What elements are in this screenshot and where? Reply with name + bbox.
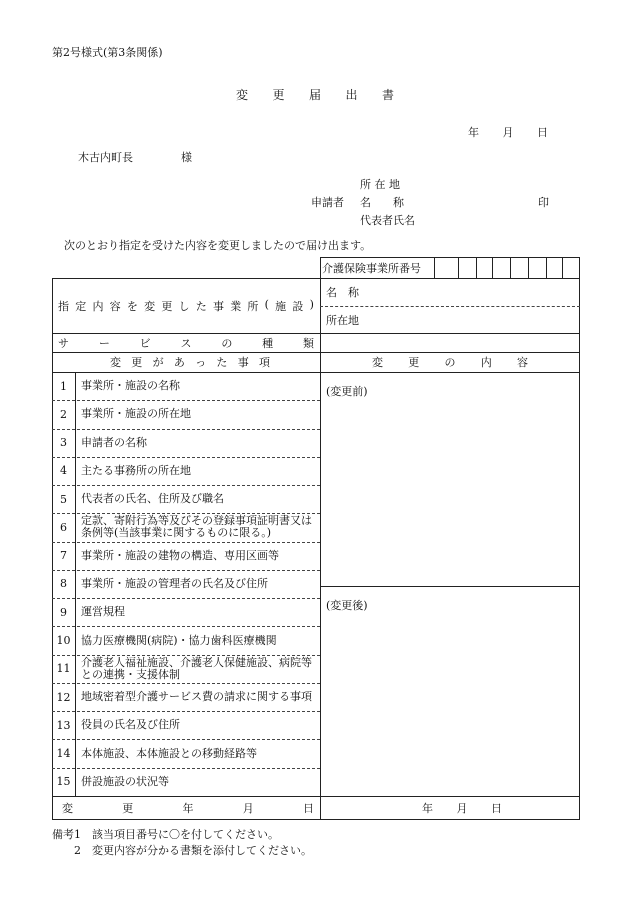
intro-text: 次のとおり指定を受けた内容を変更しましたので届け出ます。 (64, 239, 372, 252)
title-char: 変 (236, 88, 249, 102)
header-items-char: が (152, 356, 164, 369)
header-content-char: 更 (408, 356, 420, 369)
title-char: 書 (381, 88, 394, 102)
header-content-char: 変 (372, 356, 383, 369)
before-label: (変更前) (326, 385, 368, 398)
facility-label-char: 事 (212, 299, 224, 313)
item-number[interactable]: 13 (56, 718, 71, 732)
item-number[interactable]: 3 (60, 436, 67, 450)
item-label: 定款、寄附行為等及びその登録事項証明書又は条例等(当該事業に関するものに限る。) (81, 514, 312, 540)
facility-label-char: 更 (161, 299, 173, 313)
item-label: 事業所・施設の所在地 (81, 407, 191, 421)
facility-label-char: ( (264, 297, 269, 311)
item-number[interactable]: 9 (60, 605, 67, 619)
service-type-char: 類 (302, 336, 314, 350)
service-type-char: ス (180, 336, 192, 350)
note-1: 備考1 該当項目番号に〇を付してください。 (52, 828, 279, 841)
applicant-rep-label: 代表者氏名 (360, 214, 415, 227)
header-items-char: た (216, 356, 228, 369)
item-label: 介護老人福祉施設、介護老人保健施設、病院等との連携・支援体制 (81, 655, 312, 681)
header-items-char: 更 (131, 356, 143, 369)
service-type-char: 種 (262, 336, 274, 350)
applicant-label: 申請者 (311, 196, 344, 209)
item-number[interactable]: 2 (60, 407, 67, 421)
facility-label-char: 所 (247, 299, 259, 313)
header-content (372, 352, 528, 372)
item-label: 協力医療機関(病院)・協力歯科医療機関 (81, 633, 277, 647)
item-label: 地域密着型介護サービス費の請求に関する事項 (81, 690, 312, 704)
header-items (110, 352, 270, 372)
item-number[interactable]: 6 (60, 520, 67, 534)
facility-label-char: を (126, 299, 138, 313)
header-items-char: 変 (110, 356, 121, 369)
change-date-right: 年 月 日 (422, 802, 502, 815)
item-number[interactable]: 1 (60, 379, 67, 393)
item-number[interactable]: 14 (56, 747, 71, 761)
facility-label-char: 業 (230, 299, 242, 313)
service-type-char: サ (58, 336, 69, 350)
title-char: 出 (345, 88, 358, 102)
service-type-char: ー (98, 336, 110, 350)
addressee-honorific: 様 (181, 151, 192, 164)
item-label: 事業所・施設の管理者の氏名及び住所 (81, 576, 268, 590)
header-content-char: の (444, 356, 456, 369)
applicant-address-label: 所 在 地 (360, 178, 400, 191)
facility-label-char: 容 (109, 299, 121, 313)
title-char: 更 (272, 88, 285, 102)
care-number-label: 介護保険事業所番号 (322, 261, 421, 275)
item-number[interactable]: 11 (56, 662, 71, 676)
facility-label-char: 内 (92, 299, 104, 313)
header-items-char: 事 (237, 356, 249, 369)
facility-label-char: た (195, 299, 207, 313)
facility-label-char: 指 (58, 299, 69, 313)
facility-name-label: 名 称 (326, 286, 359, 299)
after-label: (変更後) (326, 599, 368, 612)
seal-mark: 印 (538, 196, 549, 209)
facility-label-char: 設 (292, 299, 304, 313)
facility-label-char: 変 (144, 299, 156, 313)
title-char: 届 (308, 88, 321, 102)
item-label: 代表者の氏名、住所及び職名 (81, 492, 224, 506)
form-number: 第2号様式(第3条関係) (52, 46, 163, 59)
item-label: 事業所・施設の名称 (81, 379, 180, 393)
item-label: 主たる事務所の所在地 (81, 463, 191, 477)
item-label: 本体施設、本体施設との移動経路等 (81, 746, 257, 760)
item-number[interactable]: 10 (56, 634, 71, 648)
header-items-char: っ (195, 356, 207, 369)
facility-label-char: 施 (275, 299, 287, 313)
item-number[interactable]: 4 (60, 464, 67, 478)
document-title (236, 86, 394, 103)
change-date-left: 変 更 年 月 日 (62, 802, 314, 815)
facility-label-char: し (178, 299, 190, 313)
service-type-char: の (221, 336, 233, 350)
item-label: 事業所・施設の建物の構造、専用区画等 (81, 548, 279, 562)
item-label: 運営規程 (81, 605, 125, 619)
service-type-char: ビ (139, 336, 151, 350)
item-label: 申請者の名称 (81, 435, 147, 449)
item-number[interactable]: 5 (60, 492, 67, 506)
header-items-char: 項 (258, 356, 270, 369)
submission-date: 年 月 日 (468, 126, 548, 139)
header-content-char: 容 (517, 356, 528, 369)
service-type-label (52, 333, 320, 352)
item-number[interactable]: 12 (56, 690, 71, 704)
item-number[interactable]: 7 (60, 549, 67, 563)
header-items-char: あ (173, 356, 185, 369)
note-2: 2 変更内容が分かる書類を添付してください。 (52, 844, 312, 857)
item-label: 併設施設の状況等 (81, 774, 169, 788)
facility-label-char: 定 (75, 299, 87, 313)
item-number[interactable]: 15 (56, 775, 71, 789)
header-content-char: 内 (480, 356, 492, 369)
item-number[interactable]: 8 (60, 577, 67, 591)
applicant-name-label: 名 称 (360, 196, 404, 209)
addressee-name: 木古内町長 (78, 151, 133, 164)
facility-location-label: 所在地 (326, 313, 359, 327)
facility-label-char: ) (309, 297, 314, 311)
facility-label (52, 278, 320, 333)
item-label: 役員の氏名及び住所 (81, 718, 180, 732)
